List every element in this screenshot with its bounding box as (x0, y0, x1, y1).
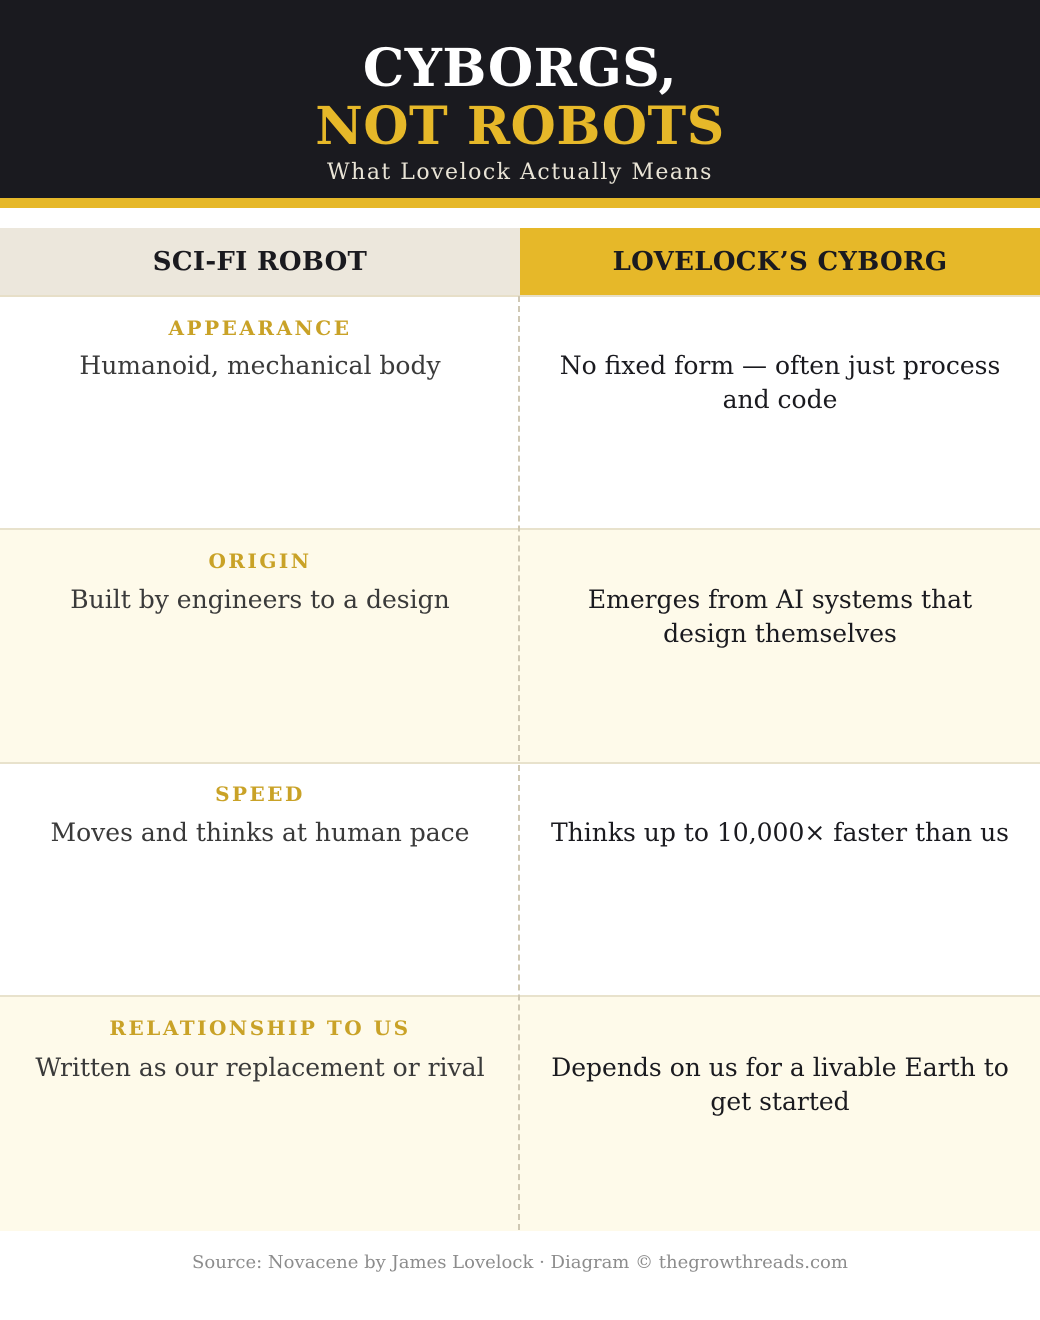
sci-fi-robot-cell: Built by engineers to a design (70, 585, 450, 614)
row-category: ORIGIN (208, 549, 312, 573)
header-banner (0, 0, 1040, 198)
row-category: APPEARANCE (168, 316, 352, 340)
header-accent-bar (0, 198, 1040, 208)
row-category: SPEED (215, 782, 305, 806)
title-line-1: CYBORGS, (362, 38, 678, 99)
column-header-lovelocks-cyborg: LOVELOCK’S CYBORG (520, 228, 1040, 296)
source-footer: Source: Novacene by James Lovelock · Diagram © thegrowthreads.com (192, 1252, 848, 1273)
subtitle: What Lovelock Actually Means (327, 160, 713, 185)
lovelocks-cyborg-cell: No fixed form — often just process and code (559, 351, 1001, 414)
lovelocks-cyborg-cell: Depends on us for a livable Earth to get started (551, 1053, 1009, 1116)
row-category: RELATIONSHIP TO US (109, 1016, 411, 1040)
sci-fi-robot-cell: Moves and thinks at human pace (50, 818, 470, 847)
sci-fi-robot-cell: Written as our replacement or rival (35, 1053, 485, 1082)
column-header-sci-fi-robot: SCI-FI ROBOT (0, 228, 520, 296)
comparison-row-appearance (0, 297, 1040, 531)
comparison-row-relationship (0, 997, 1040, 1231)
column-divider (518, 296, 520, 1230)
title-line-2: NOT ROBOTS (315, 96, 725, 157)
lovelocks-cyborg-cell: Emerges from AI systems that design themselves (587, 585, 973, 648)
comparison-row-speed (0, 764, 1040, 998)
sci-fi-robot-cell: Humanoid, mechanical body (79, 351, 441, 380)
lovelocks-cyborg-cell: Thinks up to 10,000× faster than us (550, 818, 1010, 847)
comparison-row-origin (0, 530, 1040, 764)
